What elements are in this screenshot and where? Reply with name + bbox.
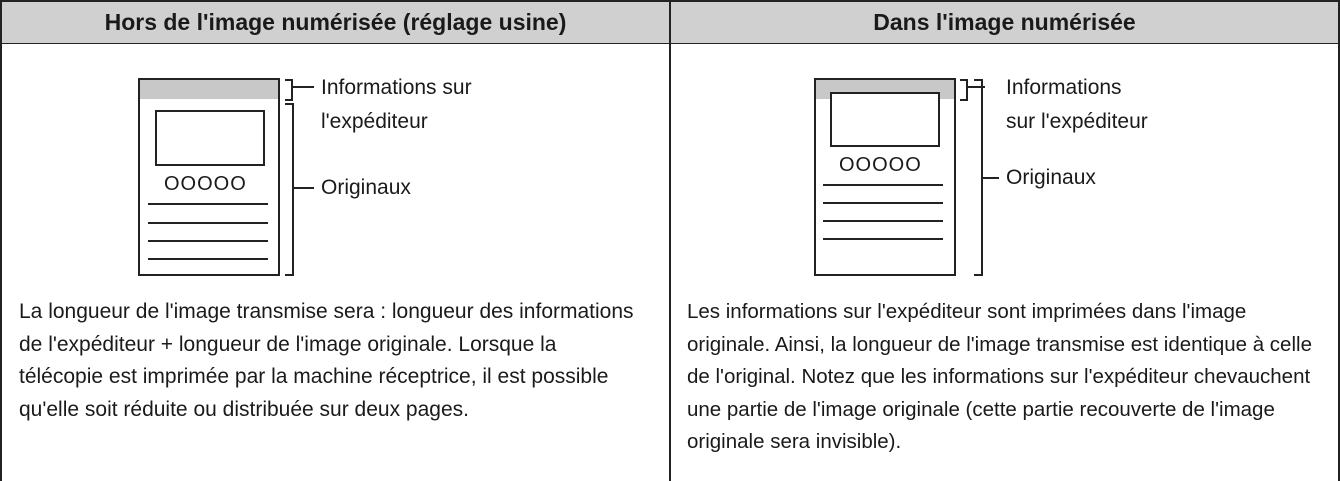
left-sender-bracket (285, 80, 292, 100)
right-label-sender-2: sur l'expéditeur (1006, 110, 1148, 133)
left-header: Hors de l'image numérisée (réglage usine) (2, 0, 669, 44)
left-sender-band (139, 79, 279, 99)
right-circles: OOOOO (839, 154, 922, 176)
left-label-originals: Originaux (321, 176, 411, 199)
right-originals-bracket (974, 80, 982, 275)
right-label-originals: Originaux (1006, 166, 1096, 189)
right-page-illustration (671, 70, 1339, 285)
left-label-sender-1: Informations sur (321, 76, 472, 99)
right-column (670, 0, 1340, 481)
right-diagram (671, 70, 1339, 285)
left-description: La longueur de l'image transmise sera : longueur des informations de l'expéditeur + longueur de l'image originale. Lorsque la télécopie est imprimée par la machine réceptrice, il est possible qu'elle soit réduite ou distribuée sur deux pages. (19, 300, 634, 421)
right-header: Dans l'image numérisée (671, 0, 1338, 44)
left-label-sender-2: l'expéditeur (321, 110, 428, 133)
left-originals-bracket (285, 104, 293, 275)
right-description: Les informations sur l'expéditeur sont imprimées dans l'image originale. Ainsi, la longueur de l'image transmise est identique à celle de l'original. Notez que les informations sur l'expéditeur chevauchent une partie de l'image originale (cette partie recouverte de l'image originale sera invisible). (687, 300, 1312, 453)
left-picture-box (156, 111, 264, 165)
left-diagram (2, 70, 670, 285)
right-picture-box (831, 93, 939, 146)
right-label-sender-1: Informations (1006, 76, 1122, 99)
left-circles: OOOOO (164, 173, 247, 195)
right-sender-bracket (960, 80, 967, 100)
